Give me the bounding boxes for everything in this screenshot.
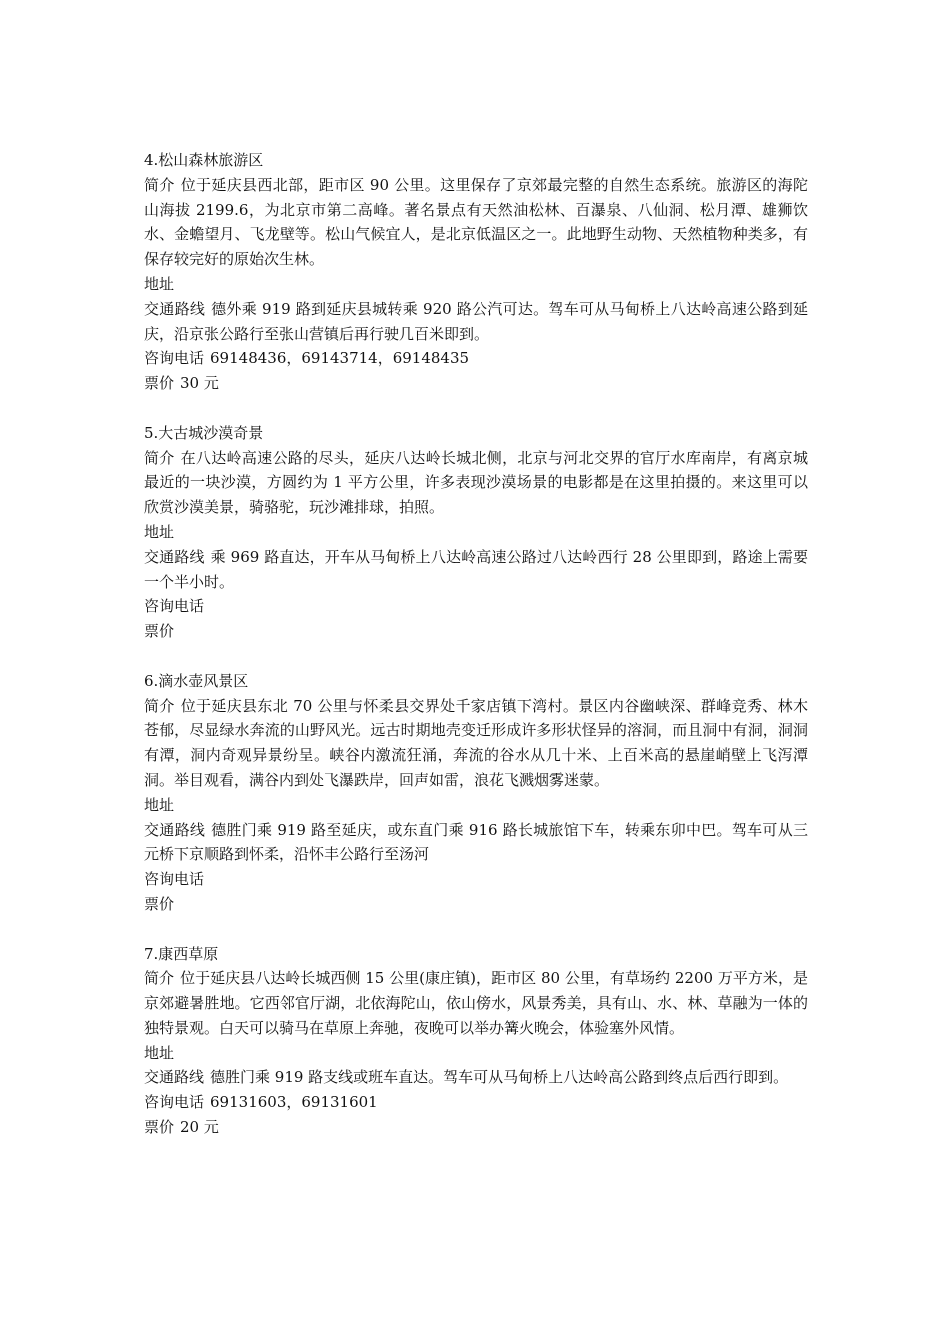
route-line [144, 297, 808, 347]
section-dishuihu [144, 669, 808, 917]
address-line [144, 793, 808, 818]
phone-label: 咨询电话 [144, 349, 205, 368]
route-label: 交通路线 [144, 299, 206, 318]
intro-label: 简介 [144, 175, 175, 194]
price-label: 票价 [144, 894, 175, 913]
section-title: 6.滴水壶风景区 [144, 671, 249, 690]
phone-line [144, 346, 808, 371]
route-label: 交通路线 [144, 820, 206, 839]
route-text: 德胜门乘 919 路至延庆，或东直门乘 916 路长城旅馆下车，转乘东卯中巴。驾车可从三元桥下京顺路到怀柔，沿怀丰公路行至汤河 [144, 820, 808, 864]
section-dagucheng [144, 421, 808, 644]
route-line [144, 818, 808, 868]
price-line [144, 1115, 808, 1140]
price-line [144, 892, 808, 917]
section-title: 5.大古城沙漠奇景 [144, 423, 264, 442]
intro-text: 在八达岭高速公路的尽头，延庆八达岭长城北侧，北京与河北交界的官厅水库南岸，有离京城最近的一块沙漠，方圆约为 1 平方公里，许多表现沙漠场景的电影都是在这里拍摄的。来这里可以欣赏沙漠美景，骑骆驼，玩沙滩排球，拍照。 [144, 448, 808, 517]
route-line [144, 545, 808, 595]
address-label: 地址 [144, 522, 175, 541]
document-page [144, 148, 808, 1165]
route-text: 乘 969 路直达，开车从马甸桥上八达岭高速公路过八达岭西行 28 公里即到，路途上需要一个半小时。 [144, 547, 808, 591]
intro-line [144, 694, 808, 793]
phone-label: 咨询电话 [144, 597, 205, 616]
route-line [144, 1065, 808, 1090]
price-label: 票价 [144, 1118, 175, 1137]
route-label: 交通路线 [144, 547, 205, 566]
phone-label: 咨询电话 [144, 1093, 205, 1112]
address-label: 地址 [144, 1043, 175, 1062]
section-songshan [144, 148, 808, 396]
address-label: 地址 [144, 795, 175, 814]
intro-text: 位于延庆县东北 70 公里与怀柔县交界处千家店镇下湾村。景区内谷幽峡深、群峰竞秀、林木苍郁，尽显绿水奔流的山野风光。远古时期地壳变迁形成许多形状怪异的溶洞，而且洞中有洞，洞洞有潭，洞内奇观异景纷呈。峡谷内激流狂涌，奔流的谷水从几十米、上百米高的悬崖峭壁上飞泻潭洞。举目观看，满谷内到处飞瀑跌岸，回声如雷，浪花飞溅烟雾迷蒙。 [144, 696, 808, 789]
price-line [144, 619, 808, 644]
address-line [144, 1041, 808, 1066]
section-title: 7.康西草原 [144, 944, 219, 963]
address-label: 地址 [144, 274, 175, 293]
intro-label: 简介 [144, 448, 175, 467]
intro-label: 简介 [144, 696, 175, 715]
phone-text: 69148436，69143714，69148435 [210, 349, 470, 368]
price-text: 30 元 [180, 374, 219, 393]
address-line [144, 272, 808, 297]
route-text: 德胜门乘 919 路支线或班车直达。驾车可从马甸桥上八达岭高公路到终点后西行即到。 [210, 1068, 789, 1087]
intro-text: 位于延庆县八达岭长城西侧 15 公里(康庄镇)，距市区 80 公里，有草场约 2200 万平方米，是京郊避暑胜地。它西邻官厅湖，北依海陀山，依山傍水，风景秀美，具有山、水、林、草融为一体的独特景观。白天可以骑马在草原上奔驰，夜晚可以举办篝火晚会，体验塞外风情。 [144, 969, 808, 1037]
phone-line [144, 1090, 808, 1115]
phone-line [144, 594, 808, 619]
section-kangxi [144, 942, 808, 1140]
route-label: 交通路线 [144, 1068, 205, 1087]
intro-line [144, 446, 808, 520]
section-title: 4.松山森林旅游区 [144, 151, 264, 169]
intro-label: 简介 [144, 969, 175, 988]
intro-text: 位于延庆县西北部，距市区 90 公里。这里保存了京郊最完整的自然生态系统。旅游区的海陀山海拔 2199.6，为北京市第二高峰。著名景点有天然油松林、百瀑泉、八仙洞、松月潭、雄狮饮水、金蟾望月、飞龙壁等。松山气候宜人，是北京低温区之一。此地野生动物、天然植物种类多，有保存较完好的原始次生林。 [144, 175, 808, 269]
price-label: 票价 [144, 622, 175, 641]
phone-line [144, 867, 808, 892]
intro-line [144, 173, 808, 272]
route-text: 德外乘 919 路到延庆县城转乘 920 路公汽可达。驾车可从马甸桥上八达岭高速公路到延庆，沿京张公路行至张山营镇后再行驶几百米即到。 [144, 299, 808, 343]
phone-text: 69131603，69131601 [210, 1093, 378, 1112]
address-line [144, 520, 808, 545]
price-label: 票价 [144, 374, 175, 393]
price-text: 20 元 [180, 1118, 219, 1137]
intro-line [144, 966, 808, 1040]
price-line [144, 371, 808, 396]
phone-label: 咨询电话 [144, 870, 205, 889]
